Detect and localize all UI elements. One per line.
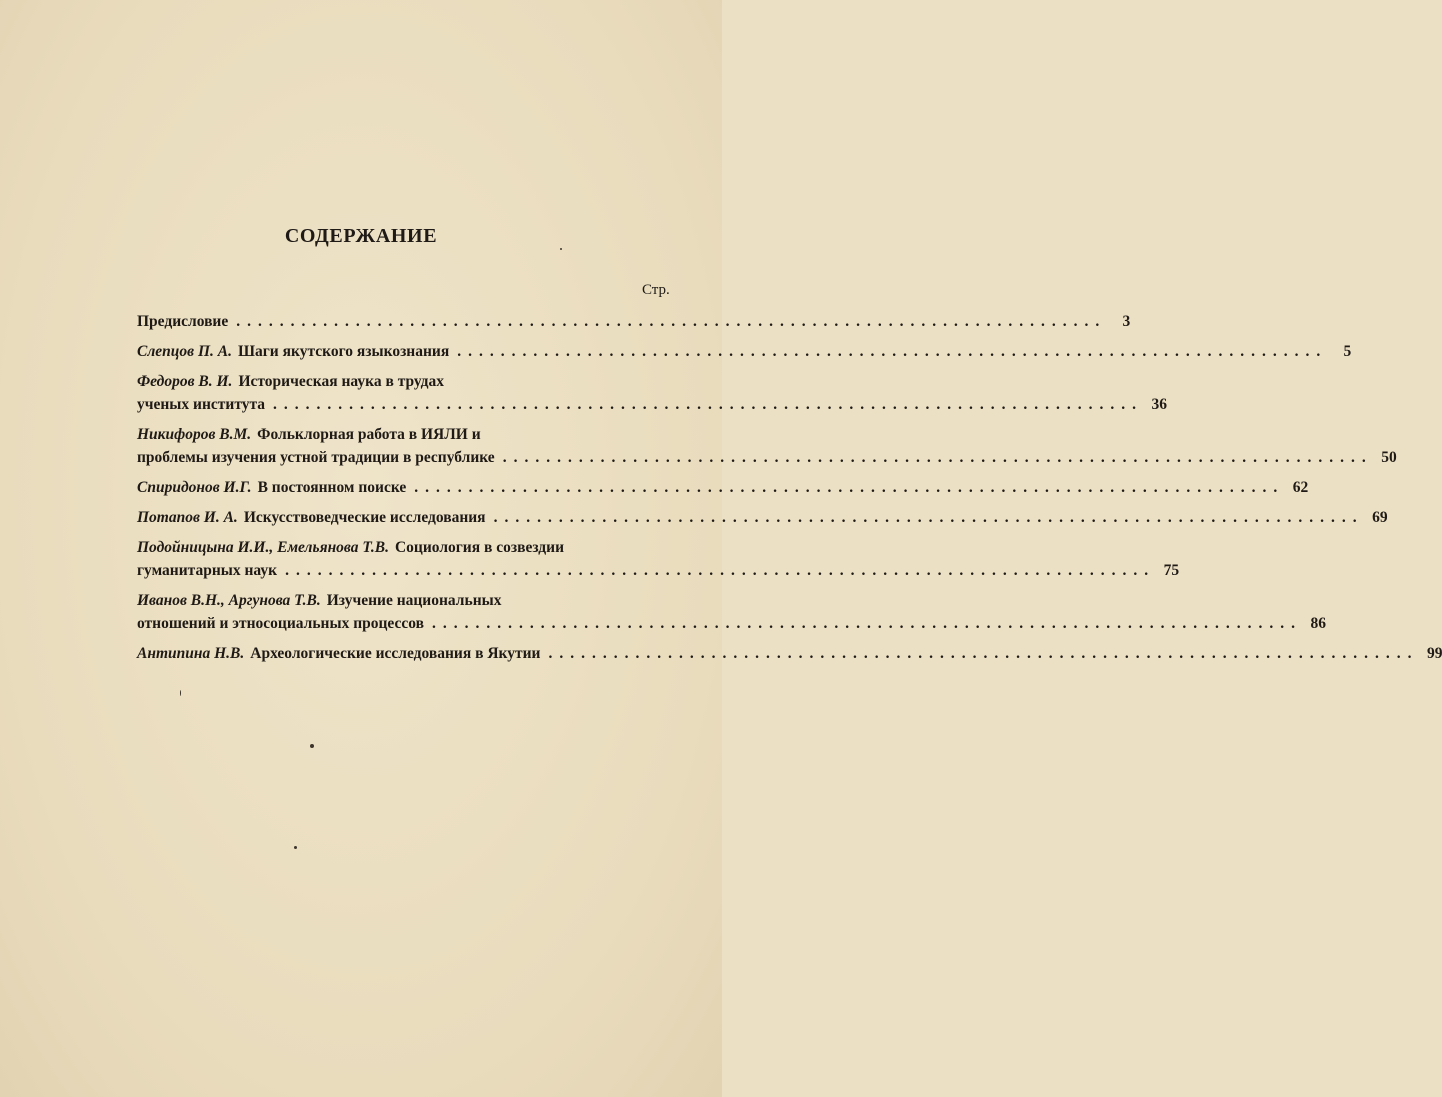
toc-line (137, 310, 1131, 333)
toc-entry (137, 476, 1309, 499)
toc-entry (137, 423, 1397, 469)
dot-leader: ................................................................................ (548, 645, 1419, 662)
toc-title: Археологические исследования в Якутии (250, 645, 541, 662)
table-of-contents (137, 310, 1442, 672)
toc-entry (137, 506, 1388, 529)
toc-author: Слепцов П. А. (137, 343, 232, 360)
toc-author: Спиридонов И.Г. (137, 479, 252, 496)
toc-line (137, 612, 1326, 635)
toc-title: Историческая наука в трудах (238, 373, 445, 390)
toc-line (137, 370, 663, 393)
toc-page-number: 50 (1381, 449, 1397, 466)
dot-leader: ................................................................................ (457, 343, 1328, 360)
toc-title-continued: гуманитарных наук (137, 562, 278, 579)
toc-title-continued: ученых института (137, 396, 266, 413)
toc-author: Подойницына И.И., Емельянова Т.В. (137, 539, 389, 556)
page-column-label: Стр. (642, 282, 670, 298)
dot-leader: ................................................................................ (285, 562, 1156, 579)
toc-author: Никифоров В.М. (137, 426, 252, 443)
toc-entry (137, 310, 1131, 333)
toc-page-number: 69 (1372, 509, 1388, 526)
toc-title: В постоянном поиске (257, 479, 407, 496)
toc-line (137, 589, 663, 612)
print-speck (294, 846, 297, 849)
toc-entry (137, 370, 1168, 416)
toc-page-number: 75 (1163, 562, 1180, 579)
toc-title-continued: проблемы изучения устной традиции в республике (137, 449, 495, 466)
toc-page-number: 62 (1292, 479, 1309, 496)
toc-entry (137, 340, 1352, 363)
toc-page-number: 36 (1151, 396, 1168, 413)
toc-entry (137, 589, 1326, 635)
print-speck (560, 248, 562, 250)
toc-title: Изучение национальных (326, 592, 502, 609)
toc-line (137, 506, 1388, 529)
toc-title: Социология в созвездии (394, 539, 565, 556)
toc-line (137, 642, 1442, 665)
toc-line (137, 423, 663, 446)
toc-entry (137, 536, 1180, 582)
print-speck (310, 744, 314, 748)
dot-leader: ................................................................................ (432, 615, 1302, 632)
toc-title: Предисловие (137, 313, 229, 330)
toc-page-number: 99 (1426, 645, 1442, 662)
toc-author: Иванов В.Н., Аргунова Т.В. (137, 592, 321, 609)
toc-title: Фольклорная работа в ИЯЛИ и (257, 426, 481, 443)
print-speck (180, 690, 181, 696)
dot-leader: ................................................................................ (236, 313, 1107, 330)
toc-page-number: 3 (1122, 313, 1131, 330)
toc-page-number: 5 (1343, 343, 1352, 360)
toc-author: Федоров В. И. (137, 373, 233, 390)
toc-author: Потапов И. А. (137, 509, 238, 526)
toc-entry (137, 642, 1442, 665)
toc-title: Шаги якутского языкознания (237, 343, 450, 360)
toc-line (137, 559, 1180, 582)
toc-line (137, 536, 663, 559)
toc-line (137, 446, 1397, 469)
contents-heading: СОДЕРЖАНИЕ (284, 225, 438, 247)
toc-page-number: 86 (1310, 615, 1326, 632)
dot-leader: ................................................................................ (414, 479, 1285, 496)
toc-line (137, 476, 1309, 499)
dot-leader: ................................................................................ (273, 396, 1144, 413)
toc-title: Искусствоведческие исследования (243, 509, 486, 526)
toc-line (137, 340, 1352, 363)
dot-leader: ................................................................................ (493, 509, 1364, 526)
toc-author: Антипина Н.В. (137, 645, 245, 662)
toc-title-continued: отношений и этносоциальных процессов (137, 615, 424, 632)
toc-line (137, 393, 1168, 416)
dot-leader: ................................................................................ (502, 449, 1373, 466)
